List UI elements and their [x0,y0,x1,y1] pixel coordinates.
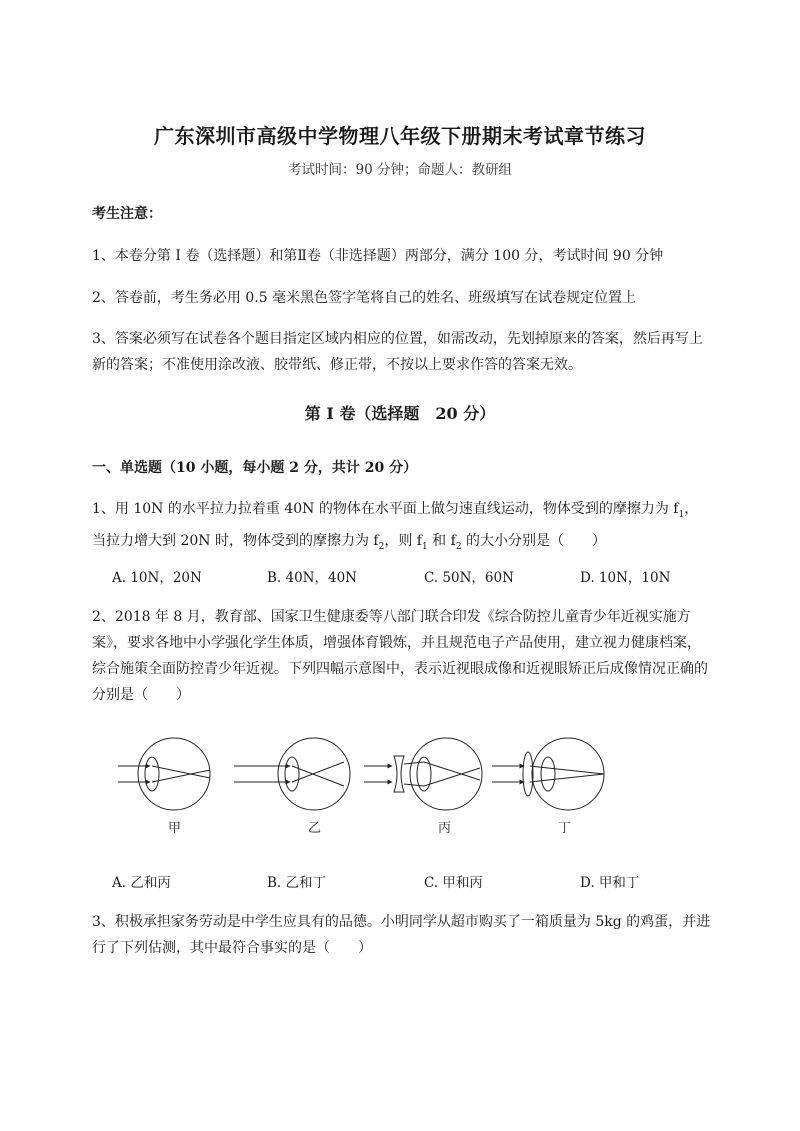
eye-diagram-svg [112,728,612,840]
eye-figure-yi [234,738,350,810]
question-1-sub-a: 1 [678,509,685,520]
question-3: 3、积极承担家务劳动是中学生应具有的品德。小明同学从超市购买了一箱质量为 5kg 的鸡蛋，并进行了下列估测，其中最符合事实的是（ ） [92,914,711,956]
option-c[interactable]: C. 甲和丙 [424,875,483,891]
question-2-options [112,871,712,893]
eye-diagram [112,728,612,840]
notice-item-1: 1、本卷分第 I 卷（选择题）和第Ⅱ卷（非选择题）两部分，满分 100 分，考试时间 90 分钟 [92,248,664,264]
section-heading: 一、单选题（10 小题，每小题 2 分，共计 20 分） [92,460,418,476]
option-b[interactable]: B. 40N，40N [267,570,357,586]
question-1-text-d: 和 f [427,532,456,549]
notice-item-2: 2、答卷前，考生务必用 0.5 毫米黑色签字笔将自己的姓名、班级填写在试卷规定位置上 [92,290,637,306]
question-1-sub-c: 1 [421,541,428,552]
part-title: 第 I 卷（选择题 20 分） [304,404,496,423]
question-2: 2、2018 年 8 月，教育部、国家卫生健康委等八部门联合印发《综合防控儿童青少年近视实施方案》，要求各地中小学强化学生体质，增强体育锻炼，并且规范电子产品使用，建立视力健康档案，综合施策全面防控青少年近视。下列四幅示意图中，表示近视眼成像和近视眼矫正后成像情况正确的分别是（ ） [92,609,708,703]
exam-title: 广东深圳市高级中学物理八年级下册期末考试章节练习 [154,124,646,148]
eye-figure-ding [492,738,604,810]
figure-label-bing: 丙 [438,821,452,836]
eye-figure-bing [364,738,482,810]
question-1-text-a: 1、用 10N 的水平拉力拉着重 40N 的物体在水平面上做匀速直线运动，物体受到的摩擦力为 f [92,501,679,517]
option-a[interactable]: A. 10N，20N [112,570,202,586]
question-1-text-c: ，则 f [384,532,422,549]
question-1-options [112,566,712,588]
question-1 [92,496,712,560]
option-a[interactable]: A. 乙和丙 [112,875,171,891]
option-c[interactable]: C. 50N，60N [424,570,514,586]
eye-figure-jia [118,738,210,810]
question-1-text-b: ，当拉力增大到 20N 时，物体受到的摩擦力为 f [92,501,699,549]
exam-subtitle: 考试时间：90 分钟；命题人：教研组 [288,162,512,178]
question-1-sub-d: 2 [455,541,462,552]
option-d[interactable]: D. 甲和丁 [580,875,640,891]
option-b[interactable]: B. 乙和丁 [267,875,327,891]
figure-label-ding: 丁 [558,821,572,836]
notice-heading: 考生注意： [92,206,162,222]
figure-label-yi: 乙 [308,821,322,836]
option-d[interactable]: D. 10N，10N [580,570,671,586]
question-1-text-e: 的大小分别是（ ） [461,532,606,549]
notice-item-3: 3、答案必须写在试卷各个题目指定区域内相应的位置，如需改动，先划掉原来的答案，然后再写上新的答案；不准使用涂改液、胶带纸、修正带，不按以上要求作答的答案无效。 [92,331,703,373]
figure-label-jia: 甲 [168,821,182,836]
question-1-sub-b: 2 [378,541,385,552]
